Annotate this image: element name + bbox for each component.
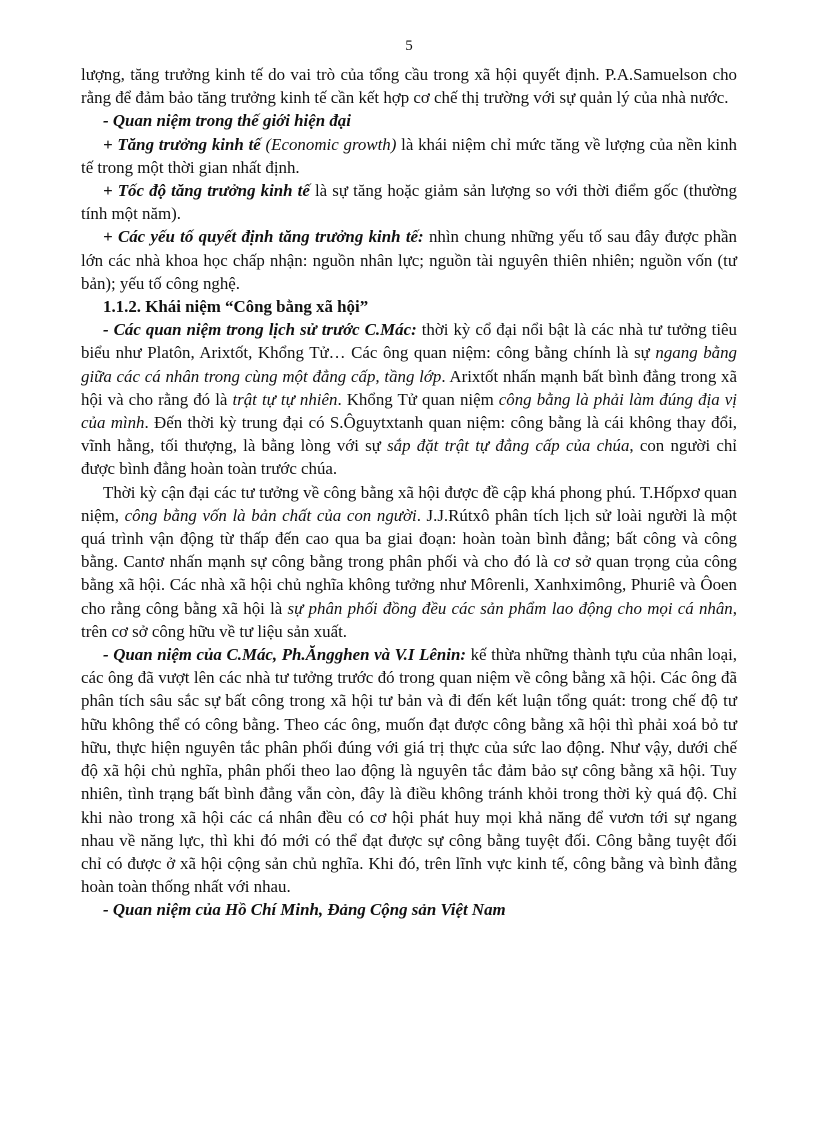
paragraph-marx-engels-lenin [81, 643, 737, 898]
paragraph-growth-rate [81, 179, 737, 225]
term-growth-factors: + Các yếu tố quyết định tăng trưởng kinh tế: [103, 227, 424, 247]
paragraph-samuelson: lượng, tăng trưởng kinh tế do vai trò của tổng cầu trong xã hội quyết định. P.A.Samuelson cho rằng để đảm bảo tăng trưởng kinh tế cần kết hợp cơ chế thị trường với sự quản lý của nhà nước. [81, 65, 737, 108]
term-marx-engels-lenin: - Quan niệm của C.Mác, Ph.Ăngghen và V.I Lênin: [103, 645, 466, 665]
italic-run: ngang bằng giữa các cá nhân trong cùng một đẳng cấp, tầng lớp [81, 343, 737, 386]
text-run: . Arixtốt nhấn mạnh bất bình đẳng trong xã hội và cho rằng đó là [81, 366, 737, 409]
term-economic-growth: + Tăng trưởng kinh tế [103, 134, 261, 154]
english-term: (Economic growth) [260, 134, 397, 154]
heading-modern-world: - Quan niệm trong thế giới hiện đại [103, 111, 351, 131]
italic-run: trật tự tự nhiên [232, 389, 338, 409]
italic-run: công bằng vốn là bản chất của con người [124, 505, 417, 525]
definition-text: là sự tăng hoặc giảm sản lượng so với thời điểm gốc (thường tính một năm). [81, 181, 737, 224]
term-pre-marx: - Các quan niệm trong lịch sử trước C.Mác: [103, 320, 417, 340]
definition-text: nhìn chung những yếu tố sau đây được phần lớn các nhà khoa học chấp nhận: nguồn nhân lực; nguồn tài nguyên thiên nhiên; nguồn vốn (tư bản); yếu tố công nghệ. [81, 227, 737, 293]
paragraph-modern-era [81, 481, 737, 643]
paragraph-economic-growth [81, 133, 737, 179]
page-number: 5 [405, 38, 413, 54]
document-page [81, 0, 737, 922]
text-run: . Khổng Tử quan niệm [337, 389, 499, 409]
text-run: kế thừa những thành tựu của nhân loại, các ông đã vượt lên các nhà tư tưởng trước đó trong quan niệm về công bằng xã hội. Các ông đã phân tích sâu sắc sự bất công trong xã hội tư bản và đi đến kết luận tổng quát: trong chế độ tư hữu không thể có công bằng. Theo các ông, muốn đạt được công bằng xã hội thì phải xoá bỏ tư hữu, thực hiện nguyên tắc phân phối đúng với giá trị thực của sức lao động. Như vậy, dưới chế độ xã hội chủ nghĩa, phân phối theo lao động là nguyên tắc đảm bảo sự công bằng xã hội. Tuy nhiên, tình trạng bất bình đẳng vẫn còn, đây là điều không tránh khỏi trong thời kỳ quá độ. Chỉ khi nào trong xã hội các cá nhân đều có cơ hội phát huy mọi khả năng để vươn tới sự ngang nhau về năng lực, thì khi đó mới có thể đạt được sự công bằng tuyệt đối. Công bằng tuyệt đối chỉ có được ở xã hội cộng sản chủ nghĩa. Khi đó, trên lĩnh vực kinh tế, công bằng và bình đẳng hoàn toàn thống nhất với nhau. [81, 645, 737, 897]
text-run: , trên cơ sở công hữu về tư liệu sản xuất. [81, 598, 737, 641]
text-run: . J.J.Rútxô phân tích lịch sử loài người là một quá trình vận động từ thấp đến cao qua ba giai đoạn: hoàn toàn bình đẳng; bất công và công bằng. Cantơ nhấn mạnh sự công bằng trong phân phối và cho đó là cơ sở quan trọng của công bằng xã hội. Các nhà xã hội chủ nghĩa không tưởng như Môrenli, Xanhximông, Phuriê và Ôoen cho rằng công bằng xã hội là [81, 505, 738, 618]
text-run: thời kỳ cổ đại nổi bật là các nhà tư tưởng tiêu biểu như Platôn, Arixtốt, Khổng Tử… Các ông quan niệm: công bằng chính là sự [81, 320, 737, 363]
italic-run: công bằng là phải làm đúng địa vị của mình [81, 389, 737, 433]
term-growth-rate: + Tốc độ tăng trưởng kinh tế [103, 181, 310, 201]
definition-text: là khái niệm chỉ mức tăng về lượng của nền kinh tế trong một thời gian nhất định. [81, 134, 737, 177]
heading-ho-chi-minh: - Quan niệm của Hồ Chí Minh, Đảng Cộng sản Việt Nam [103, 900, 506, 920]
italic-run: sắp đặt trật tự đẳng cấp của chúa [387, 436, 630, 456]
text-run: , con người chỉ được bình đẳng hoàn toàn trước chúa. [81, 436, 738, 479]
italic-run: sự phân phối đồng đều các sản phẩm lao động cho mọi cá nhân [287, 598, 733, 618]
section-title: 1.1.2. Khái niệm “Công bằng xã hội” [103, 297, 369, 317]
paragraph-pre-marx [81, 318, 737, 480]
paragraph-growth-factors [81, 225, 737, 295]
text-run: . Đến thời kỳ trung đại có S.Ôguytxtanh quan niệm: công bằng là cái không thay đổi, vĩnh hằng, tối thượng, là bằng lòng với sự [81, 413, 737, 456]
text-run: Thời kỳ cận đại các tư tưởng về công bằng xã hội được đề cập khá phong phú. T.Hốpxơ quan niệm, [81, 482, 737, 525]
